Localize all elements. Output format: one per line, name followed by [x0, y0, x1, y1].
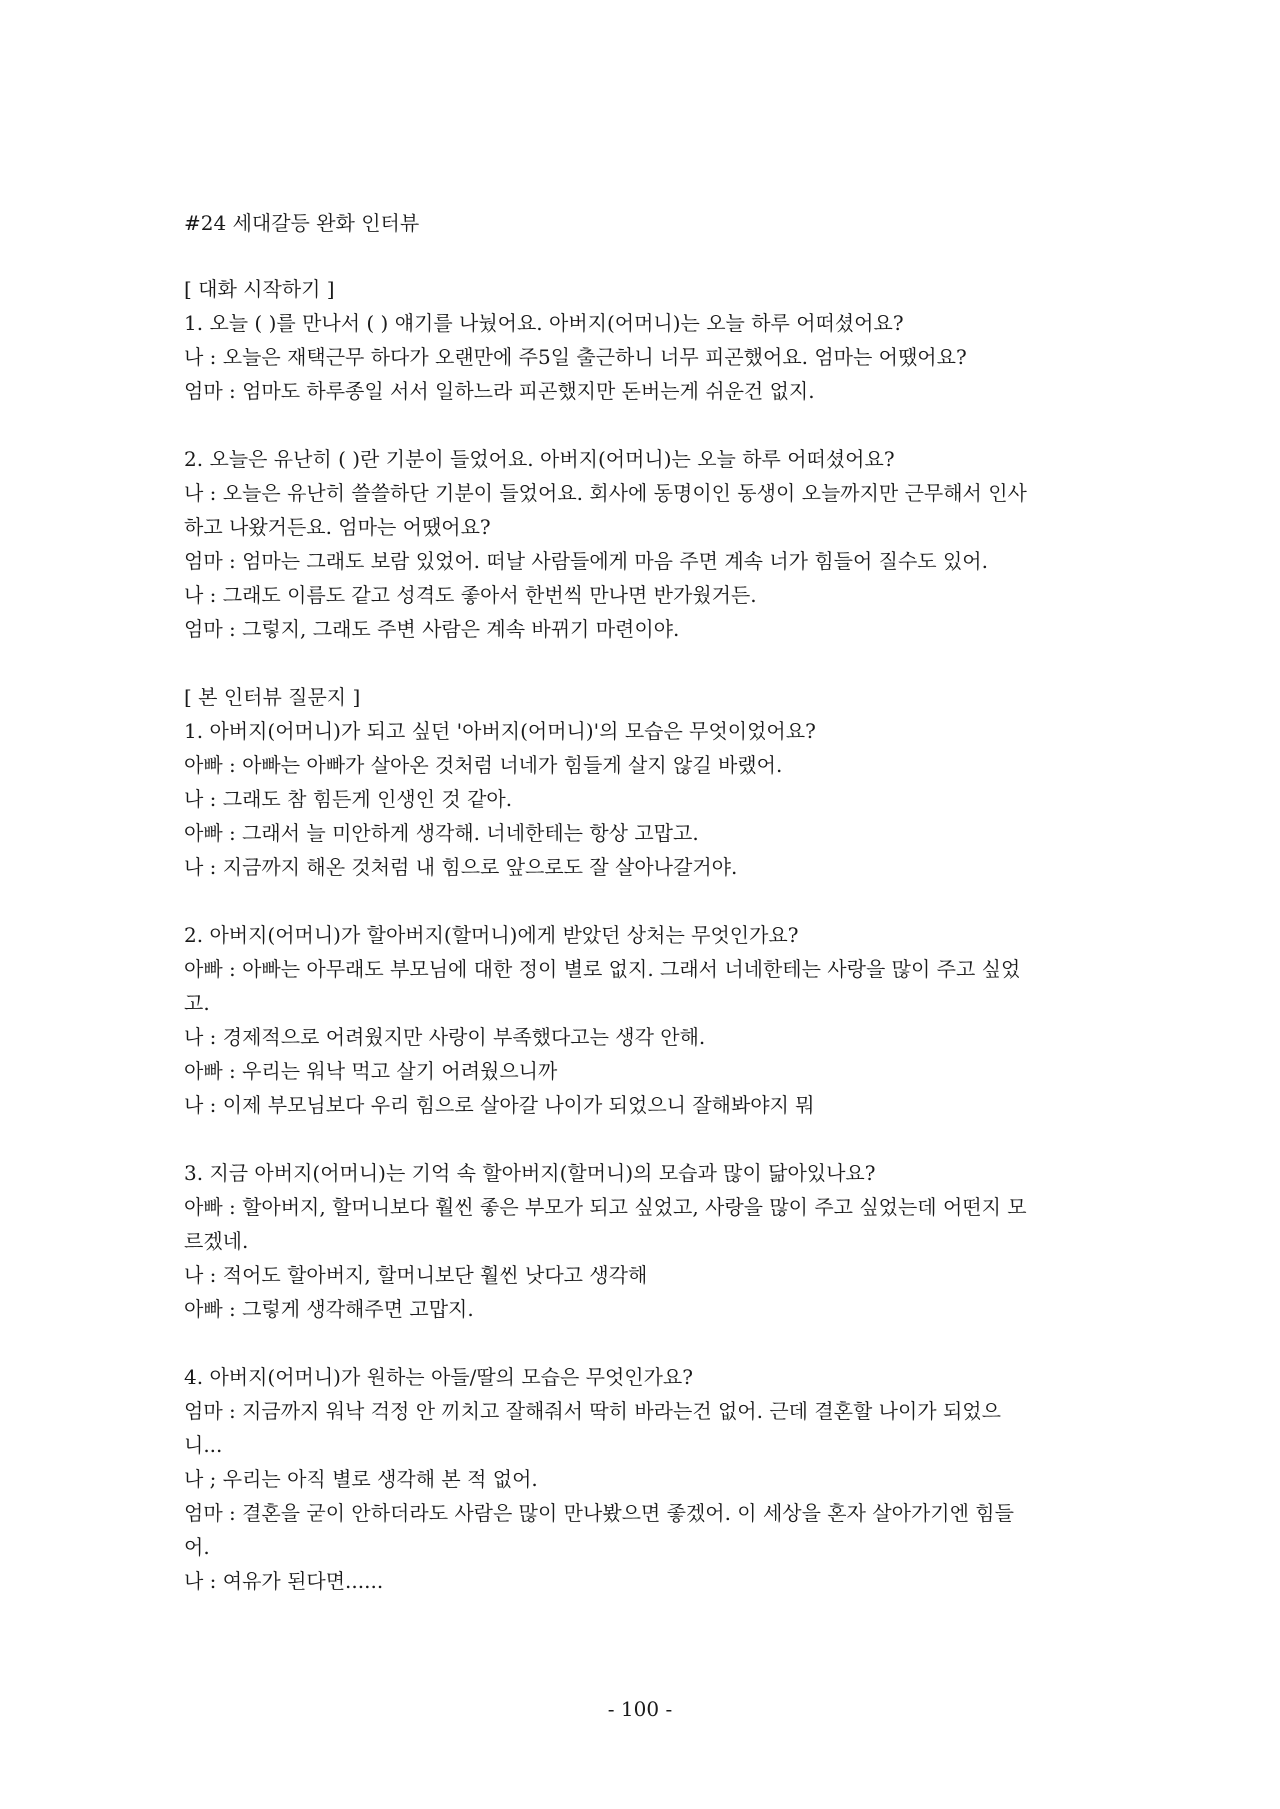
document-title: #24 세대갈등 완화 인터뷰	[184, 211, 420, 235]
document-body	[184, 206, 1104, 1632]
text-line: 어.	[184, 1535, 210, 1559]
document-section	[184, 680, 1104, 884]
text-line: 르겠네.	[184, 1229, 249, 1253]
text-line: 1. 아버지(어머니)가 되고 싶던 '아버지(어머니)'의 모습은 무엇이었어요?	[184, 719, 816, 743]
document-section	[184, 1156, 1104, 1326]
text-line: 나 : 지금까지 해온 것처럼 내 힘으로 앞으로도 잘 살아나갈거야.	[184, 855, 738, 879]
text-line: 나 : 오늘은 재택근무 하다가 오랜만에 주5일 출근하니 너무 피곤했어요. 엄마는 어땠어요?	[184, 345, 967, 369]
text-line: 2. 오늘은 유난히 ( )란 기분이 들었어요. 아버지(어머니)는 오늘 하루 어떠셨어요?	[184, 447, 895, 471]
document-section	[184, 1360, 1104, 1598]
text-line: 아빠 : 그렇게 생각해주면 고맙지.	[184, 1297, 474, 1321]
text-line: 엄마 : 결혼을 굳이 안하더라도 사람은 많이 만나봤으면 좋겠어. 이 세상을 혼자 살아가기엔 힘들	[184, 1501, 1014, 1525]
text-line: 나 ; 우리는 아직 별로 생각해 본 적 없어.	[184, 1467, 538, 1491]
text-line: 나 : 그래도 이름도 같고 성격도 좋아서 한번씩 만나면 반가웠거든.	[184, 583, 757, 607]
text-line: 아빠 : 아빠는 아빠가 살아온 것처럼 너네가 힘들게 살지 않길 바랬어.	[184, 753, 783, 777]
text-line: 니...	[184, 1433, 223, 1457]
text-line: 나 : 적어도 할아버지, 할머니보단 훨씬 낫다고 생각해	[184, 1263, 648, 1287]
text-line: 엄마 : 그렇지, 그래도 주변 사람은 계속 바뀌기 마련이야.	[184, 617, 680, 641]
text-line: 4. 아버지(어머니)가 원하는 아들/딸의 모습은 무엇인가요?	[184, 1365, 693, 1389]
text-line: 2. 아버지(어머니)가 할아버지(할머니)에게 받았던 상처는 무엇인가요?	[184, 923, 799, 947]
document-section	[184, 442, 1104, 646]
text-line: 나 : 그래도 참 힘든게 인생인 것 같아.	[184, 787, 513, 811]
text-line: 아빠 : 그래서 늘 미안하게 생각해. 너네한테는 항상 고맙고.	[184, 821, 699, 845]
text-line: 나 : 이제 부모님보다 우리 힘으로 살아갈 나이가 되었으니 잘해봐야지 뭐	[184, 1093, 815, 1117]
page-number: - 100 -	[607, 1697, 673, 1721]
text-line: 아빠 : 할아버지, 할머니보다 훨씬 좋은 부모가 되고 싶었고, 사랑을 많이 주고 싶었는데 어떤지 모	[184, 1195, 1027, 1219]
text-line: 나 : 여유가 된다면......	[184, 1569, 384, 1593]
text-line: 아빠 : 아빠는 아무래도 부모님에 대한 정이 별로 없지. 그래서 너네한테는 사랑을 많이 주고 싶었	[184, 957, 1021, 981]
text-line: 하고 나왔거든요. 엄마는 어땠어요?	[184, 515, 491, 539]
text-line: 1. 오늘 ( )를 만나서 ( ) 얘기를 나눴어요. 아버지(어머니)는 오늘 하루 어떠셨어요?	[184, 311, 904, 335]
text-line: 엄마 : 엄마도 하루종일 서서 일하느라 피곤했지만 돈버는게 쉬운건 없지.	[184, 379, 815, 403]
text-line: 고.	[184, 991, 210, 1015]
document-section	[184, 918, 1104, 1122]
text-line: 3. 지금 아버지(어머니)는 기억 속 할아버지(할머니)의 모습과 많이 닮아있나요?	[184, 1161, 876, 1185]
text-line: [ 대화 시작하기 ]	[184, 277, 335, 301]
document-section	[184, 272, 1104, 408]
text-line: 나 : 경제적으로 어려웠지만 사랑이 부족했다고는 생각 안해.	[184, 1025, 706, 1049]
text-line: 엄마 : 지금까지 워낙 걱정 안 끼치고 잘해줘서 딱히 바라는건 없어. 근데 결혼할 나이가 되었으	[184, 1399, 1001, 1423]
text-line: 나 : 오늘은 유난히 쓸쓸하단 기분이 들었어요. 회사에 동명이인 동생이 오늘까지만 근무해서 인사	[184, 481, 1027, 505]
text-line: 아빠 : 우리는 워낙 먹고 살기 어려웠으니까	[184, 1059, 558, 1083]
document-sections	[184, 272, 1104, 1598]
text-line: 엄마 : 엄마는 그래도 보람 있었어. 떠날 사람들에게 마음 주면 계속 너가 힘들어 질수도 있어.	[184, 549, 988, 573]
text-line: [ 본 인터뷰 질문지 ]	[184, 685, 361, 709]
